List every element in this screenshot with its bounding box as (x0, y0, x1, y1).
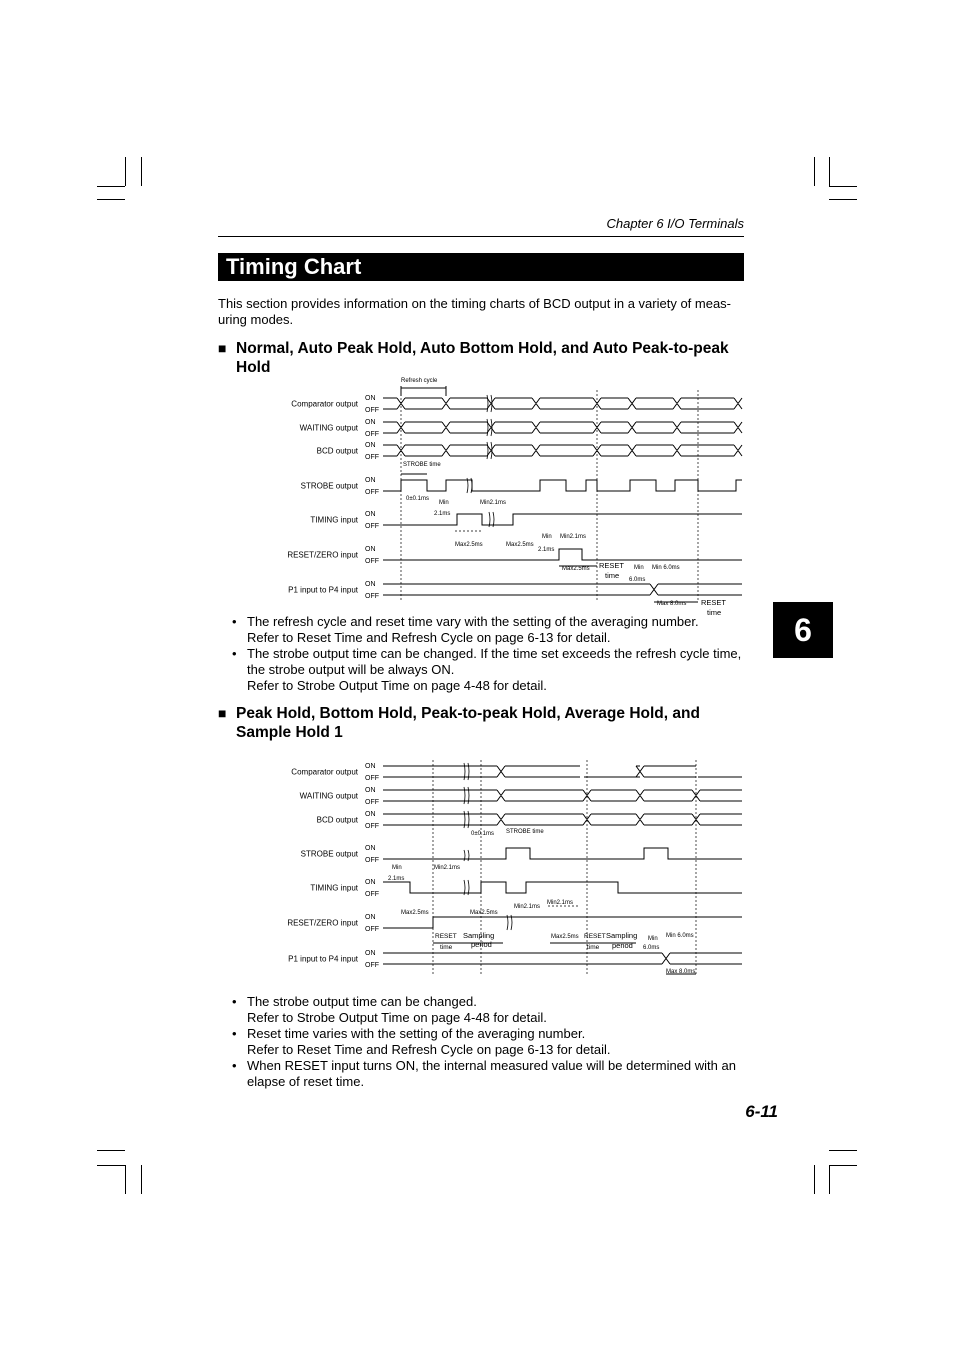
signal-label: TIMING input (310, 883, 358, 893)
state-label-on: ON (365, 845, 376, 852)
annotation-label: Max 8.0ms (666, 969, 696, 975)
annotation-label: RESET (599, 561, 625, 570)
crop-mark (814, 157, 815, 186)
state-label-off: OFF (365, 523, 379, 530)
signal-label: RESET/ZERO input (287, 550, 358, 560)
page-title: Timing Chart (218, 253, 744, 281)
crop-mark (97, 1150, 125, 1151)
annotation-label: Min (439, 500, 449, 506)
annotation-label: Refresh cycle (401, 378, 438, 384)
annotation-label: Min2.1ms (514, 904, 541, 910)
signal-label: P1 input to P4 input (288, 954, 358, 964)
state-label-off: OFF (365, 799, 379, 806)
signal-label: WAITING output (299, 423, 358, 433)
state-label-on: ON (365, 477, 376, 484)
annotation-label: Min (648, 936, 658, 942)
crop-mark (125, 157, 126, 186)
bullet-icon: • (232, 1026, 237, 1041)
state-label-on: ON (365, 811, 376, 818)
section-heading-text: Normal, Auto Peak Hold, Auto Bottom Hold, and Auto Peak-to-peak Hold (236, 340, 729, 376)
digital-wave (383, 549, 742, 560)
state-label-off: OFF (365, 823, 379, 830)
notes-list-2 (232, 994, 746, 1090)
annotation-label: Max2.5ms (506, 542, 534, 548)
annotation-label: STROBE time (506, 829, 544, 835)
annotation-label: period (471, 940, 492, 949)
state-label-off: OFF (365, 454, 379, 461)
annotation-label: Min 6.0ms (666, 933, 694, 939)
state-label-on: ON (365, 511, 376, 518)
state-label-on: ON (365, 581, 376, 588)
page-number: 6-11 (745, 1102, 778, 1121)
bus-wave (383, 584, 742, 595)
digital-wave (383, 882, 742, 893)
state-label-on: ON (365, 914, 376, 921)
bus-wave (383, 814, 742, 825)
annotation-label: RESET (435, 933, 457, 940)
annotation-label: Min (634, 565, 644, 571)
list-item: • The strobe output time can be changed. If the time set exceeds the refresh cycle time, the strobe output will be always ON. Refer to Strobe Output Time on page 4-48 for detail. (232, 646, 742, 693)
digital-wave (383, 917, 742, 928)
annotation-label: Min2.1ms (560, 534, 587, 540)
state-label-on: ON (365, 763, 376, 770)
state-label-off: OFF (365, 431, 379, 438)
section-heading-1 (218, 339, 744, 377)
header-rule (218, 236, 744, 237)
annotation-label: Max2.5ms (401, 910, 429, 916)
crop-mark (829, 199, 857, 200)
annotation-label: 6.0ms (629, 577, 646, 583)
signal-label: TIMING input (310, 515, 358, 525)
section-heading-2 (218, 704, 744, 742)
crop-mark (125, 1165, 126, 1194)
annotation-label: Min 6.0ms (652, 565, 680, 571)
bullet-icon: • (232, 994, 237, 1009)
crop-mark (97, 1165, 125, 1166)
signal-label: WAITING output (299, 791, 358, 801)
annotation-label: 2.1ms (538, 547, 555, 553)
signal-label: RESET/ZERO input (287, 918, 358, 928)
bullet-icon: • (232, 614, 237, 629)
annotation-label: RESET (701, 598, 727, 607)
annotation-label: Sampling (606, 931, 638, 940)
signal-label: P1 input to P4 input (288, 585, 358, 595)
list-item: • The refresh cycle and reset time vary with the setting of the averaging number. Refer to Reset Time and Refresh Cycle on page 6-13 for detail. (232, 614, 699, 645)
annotation-label: 0±0.1ms (471, 831, 494, 837)
annotation-label: period (612, 941, 633, 950)
state-label-on: ON (365, 419, 376, 426)
annotation-label: Min2.1ms (434, 865, 461, 871)
state-label-off: OFF (365, 558, 379, 565)
crop-mark (141, 1165, 142, 1194)
bus-wave (636, 766, 696, 777)
square-bullet-icon: ■ (218, 340, 227, 356)
state-label-on: ON (365, 950, 376, 957)
signal-label: Comparator output (291, 767, 358, 777)
annotation-label: Min2.1ms (547, 900, 574, 906)
state-label-off: OFF (365, 407, 379, 414)
chapter-header: Chapter 6 I/O Terminals (606, 216, 744, 231)
state-label-off: OFF (365, 857, 379, 864)
signal-label: BCD output (316, 815, 358, 825)
bus-wave (383, 445, 742, 456)
state-label-off: OFF (365, 962, 379, 969)
crop-mark (814, 1165, 815, 1194)
square-bullet-icon: ■ (218, 705, 227, 721)
digital-wave (383, 480, 742, 491)
crop-mark (829, 157, 830, 186)
state-label-off: OFF (365, 891, 379, 898)
crop-mark (829, 186, 857, 187)
state-label-off: OFF (365, 775, 379, 782)
section-heading-text: Peak Hold, Bottom Hold, Peak-to-peak Hold, Average Hold, and Sample Hold 1 (236, 705, 700, 741)
annotation-label: time (440, 944, 453, 951)
bus-wave (383, 766, 466, 777)
annotation-label: 6.0ms (643, 945, 660, 951)
intro-text: This section provides information on the timing charts of BCD output in a variety of meas-uring modes. (218, 296, 732, 327)
state-label-off: OFF (365, 926, 379, 933)
chapter-tab: 6 (773, 602, 833, 658)
signal-label: STROBE output (300, 849, 358, 859)
bullet-icon: • (232, 646, 237, 661)
signal-label: Comparator output (291, 399, 358, 409)
list-item: • The strobe output time can be changed. Refer to Strobe Output Time on page 4-48 for detail. (232, 994, 547, 1025)
annotation-label: Sampling (463, 931, 495, 940)
annotation-label: Max2.5ms (562, 566, 590, 572)
annotation-label: time (587, 944, 600, 951)
bus-wave (383, 422, 742, 433)
bullet-icon: • (232, 1058, 237, 1073)
annotation-label: 0±0.1ms (406, 496, 429, 502)
signal-label: STROBE output (300, 481, 358, 491)
annotation-label: Min (392, 865, 402, 871)
annotation-label: Max2.5ms (455, 542, 483, 548)
bus-wave (466, 766, 580, 777)
list-item: • Reset time varies with the setting of the averaging number. Refer to Reset Time and Refresh Cycle on page 6-13 for detail. (232, 1026, 611, 1057)
crop-mark (97, 199, 125, 200)
list-item: • When RESET input turns ON, the internal measured value will be determined with an elapse of reset time. (232, 1058, 736, 1089)
digital-wave (383, 848, 742, 859)
annotation-label: RESET (584, 933, 606, 940)
annotation-label: Min2.1ms (480, 500, 507, 506)
annotation-label: Max2.5ms (470, 910, 498, 916)
annotation-label: Max2.5ms (551, 934, 579, 940)
bus-wave (383, 398, 742, 409)
state-label-off: OFF (365, 489, 379, 496)
annotation-label: STROBE time (403, 462, 441, 468)
state-label-on: ON (365, 787, 376, 794)
annotation-label: 2.1ms (434, 511, 451, 517)
state-label-on: ON (365, 442, 376, 449)
state-label-on: ON (365, 546, 376, 553)
timing-chart-2 (270, 760, 746, 988)
annotation-label: Min (542, 534, 552, 540)
state-label-on: ON (365, 879, 376, 886)
timing-chart-1 (270, 376, 746, 616)
annotation-label: Max 8.0ms (657, 601, 687, 607)
crop-mark (829, 1165, 830, 1194)
annotation-label: time (707, 608, 722, 616)
notes-list-1 (232, 614, 746, 694)
state-label-off: OFF (365, 593, 379, 600)
annotation-label: 2.1ms (388, 876, 405, 882)
crop-mark (829, 1165, 857, 1166)
crop-mark (829, 1150, 857, 1151)
annotation-label: time (605, 571, 620, 580)
crop-mark (141, 157, 142, 186)
crop-mark (97, 186, 125, 187)
bus-wave (383, 790, 742, 801)
signal-label: BCD output (316, 446, 358, 456)
bus-wave (383, 953, 742, 964)
state-label-on: ON (365, 395, 376, 402)
